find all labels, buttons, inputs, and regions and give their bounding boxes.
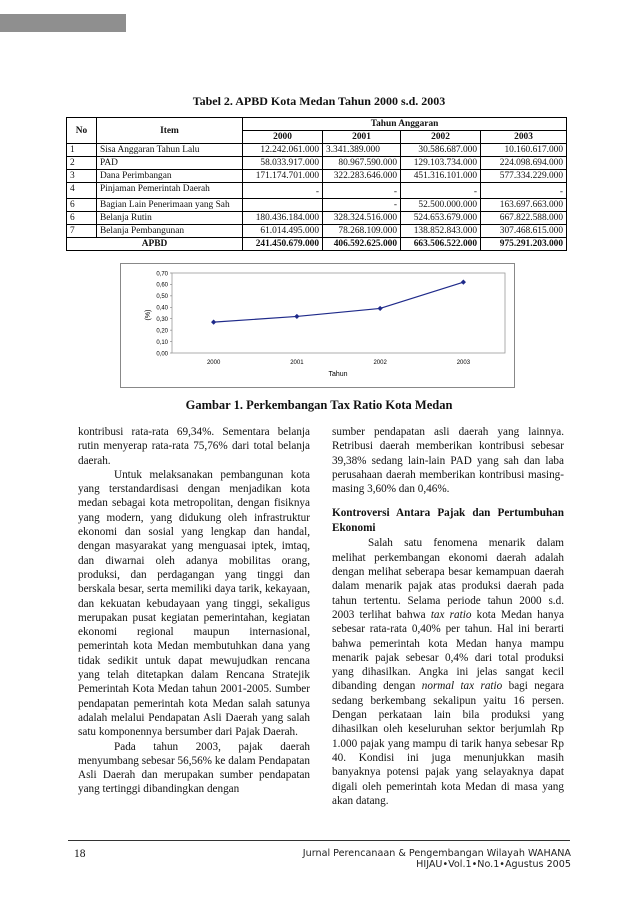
cell-no: 2 bbox=[67, 157, 97, 170]
paragraph: Pada tahun 2003, pajak daerah menyumbang sebesar 56,56% ke dalam Pendapatan Asli Daerah dan merupakan sumber pendapatan yang tertinggi dibandingkan dengan bbox=[78, 740, 310, 796]
table-row bbox=[67, 144, 567, 157]
x-tick-label: 2002 bbox=[373, 360, 387, 366]
cell-value: 3.341.389.000 bbox=[323, 144, 401, 157]
table-row bbox=[67, 225, 567, 238]
cell-no: 6 bbox=[67, 199, 97, 212]
cell-value: - bbox=[481, 183, 567, 199]
italic-term: normal bbox=[421, 680, 455, 693]
cell-no: 6 bbox=[67, 212, 97, 225]
header-item: Item bbox=[97, 118, 243, 144]
paragraph bbox=[332, 536, 564, 808]
y-tick-label: 0,70 bbox=[156, 271, 168, 278]
cell-value: 52.500.000.000 bbox=[401, 199, 481, 212]
cell-value: 30.586.687.000 bbox=[401, 144, 481, 157]
cell-value: 78.268.109.000 bbox=[323, 225, 401, 238]
cell-value: 667.822.588.000 bbox=[481, 212, 567, 225]
table-title: Tabel 2. APBD Kota Medan Tahun 2000 s.d. 2003 bbox=[192, 94, 446, 108]
total-value: 241.450.679.000 bbox=[243, 238, 323, 251]
cell-value: 328.324.516.000 bbox=[323, 212, 401, 225]
cell-value: 180.436.184.000 bbox=[243, 212, 323, 225]
y-axis-label: (%) bbox=[145, 309, 152, 321]
y-tick-label: 0,10 bbox=[156, 339, 168, 346]
total-value: 406.592.625.000 bbox=[323, 238, 401, 251]
cell-value: 171.174.701.000 bbox=[243, 170, 323, 183]
journal-footer: Jurnal Perencanaan & Pengembangan Wilayah WAHANA HIJAU•Vol.1•No.1•Agustus 2005 bbox=[302, 848, 571, 870]
cell-value: - bbox=[243, 183, 323, 199]
y-tick-label: 0,20 bbox=[156, 328, 168, 335]
cell-value: - bbox=[323, 199, 401, 212]
cell-value: 577.334.229.000 bbox=[481, 170, 567, 183]
table-row bbox=[67, 157, 567, 170]
header-no: No bbox=[67, 118, 97, 144]
table-total-row bbox=[67, 238, 567, 251]
cell-value: 12.242.061.000 bbox=[243, 144, 323, 157]
chart-frame bbox=[121, 264, 515, 388]
table-row bbox=[67, 199, 567, 212]
cell-value: 58.033.917.000 bbox=[243, 157, 323, 170]
cell-item: Dana Perimbangan bbox=[97, 170, 243, 183]
total-label: APBD bbox=[67, 238, 243, 251]
cell-no: 7 bbox=[67, 225, 97, 238]
cell-value: 307.468.615.000 bbox=[481, 225, 567, 238]
paragraph-text: bagi negara sedang berkembang sekalipun yaitu 16 persen. Dengan perkataan lain bila produksi yang dihasilkan oleh keseluruhan sektor berjumlah Rp 1.000 pajak yang mampu di tarik hanya sebesar Rp 40. Kondisi ini juga menunjukkan masih banyaknya potensi pajak yang selayaknya dapat digali oleh pemerintah kota Medan di masa yang akan datang. bbox=[332, 680, 565, 807]
total-value: 663.506.522.000 bbox=[401, 238, 481, 251]
header-year: 2000 bbox=[243, 131, 323, 144]
cell-item: PAD bbox=[97, 157, 243, 170]
cell-value: 129.103.734.000 bbox=[401, 157, 481, 170]
cell-item: Sisa Anggaran Tahun Lalu bbox=[97, 144, 243, 157]
cell-value bbox=[243, 199, 323, 212]
y-tick-label: 0,40 bbox=[156, 305, 168, 312]
cell-value: 322.283.646.000 bbox=[323, 170, 401, 183]
header-year: 2003 bbox=[481, 131, 567, 144]
table-row bbox=[67, 170, 567, 183]
cell-item: Pinjaman Pemerintah Daerah bbox=[97, 183, 243, 199]
paragraph-text: Salah satu fenomena menarik dalam melihat perkembangan ekonomi daerah adalah dengan melihat seberapa besar kemampuan daerah dalam menarik pajak atas produksi daerah pada tahun tertentu. Selama periode tahun 2000 s.d. 2003 terlihat bahwa bbox=[332, 537, 564, 621]
cell-value: 524.653.679.000 bbox=[401, 212, 481, 225]
y-tick-label: 0,00 bbox=[156, 351, 168, 358]
y-tick-label: 0,50 bbox=[156, 294, 168, 301]
table-row bbox=[67, 212, 567, 225]
header-tahun-anggaran: Tahun Anggaran bbox=[243, 118, 567, 131]
cell-value: 451.316.101.000 bbox=[401, 170, 481, 183]
cell-value: 80.967.590.000 bbox=[323, 157, 401, 170]
x-tick-label: 2001 bbox=[290, 360, 304, 366]
x-tick-label: 2000 bbox=[206, 360, 221, 366]
cell-item: Belanja Rutin bbox=[97, 212, 243, 225]
paragraph: Untuk melaksanakan pembangunan kota yang terstandardisasi dengan menjadikan kota medan sebagai kota metropolitan, dengan fisiknya yang modern, yang didukung oleh infrastruktur ekonomi dan sosial yang lengkap dan handal, dengan masyarakat yang menguasai iptek, imtaq, dan diwarnai oleh adanya mobilitas orang, produksi, dan perdagangan yang tinggi dan berskala besar, serta memiliki daya tarik, kekayaan, dan kekuatan kebudayaan yang tinggi, sekaligus merupakan pusat kegiatan pemerintahan, kegiatan ekonomi regional maupun internasional, pemerintah kota Medan membutuhkan dana yang tidak sedikit untuk dapat mewujudkan rencana yang telah ditetapkan dalam Rencana Stratejik Pemerintah Kota Medan tahun 2001-2005. Sumber pendapatan pemerintah kota Medan salah satunya adalah melalui Pendapatan Asli Daerah yang salah satu komponennya bersumber dari Pajak Daerah. bbox=[78, 468, 310, 739]
paragraph: sumber pendapatan asli daerah yang lainnya. Retribusi daerah memberikan kontribusi sebesar 39,38% sedang lain-lain PAD yang sah dan laba perusahaan daerah memberikan kontribusi masing-masing 3,60% dan 0,46%. bbox=[332, 426, 564, 496]
section-heading: Kontroversi Antara Pajak dan Pertumbuhan Ekonomi bbox=[332, 507, 564, 535]
cell-value: 61.014.495.000 bbox=[243, 225, 323, 238]
cell-value: - bbox=[401, 183, 481, 199]
x-tick-label: 2003 bbox=[456, 360, 471, 366]
corner-decoration bbox=[0, 14, 126, 32]
y-tick-label: 0,60 bbox=[156, 282, 168, 289]
cell-value: - bbox=[323, 183, 401, 199]
left-column bbox=[78, 425, 310, 797]
apbd-table bbox=[66, 117, 567, 251]
right-column bbox=[332, 425, 564, 808]
header-year: 2002 bbox=[401, 131, 481, 144]
cell-no: 1 bbox=[67, 144, 97, 157]
total-value: 975.291.203.000 bbox=[481, 238, 567, 251]
cell-value: 10.160.617.000 bbox=[481, 144, 567, 157]
tax-ratio-chart bbox=[120, 263, 515, 388]
table-row bbox=[67, 183, 567, 199]
footer-divider bbox=[68, 840, 570, 841]
cell-item: Bagian Lain Penerimaan yang Sah bbox=[97, 199, 243, 212]
page-number: 18 bbox=[74, 848, 86, 860]
header-year: 2001 bbox=[323, 131, 401, 144]
x-axis-label: Tahun bbox=[328, 371, 348, 378]
cell-no: 4 bbox=[67, 183, 97, 199]
figure-caption: Gambar 1. Perkembangan Tax Ratio Kota Medan bbox=[185, 398, 453, 412]
cell-value: 163.697.663.000 bbox=[481, 199, 567, 212]
cell-item: Belanja Pembangunan bbox=[97, 225, 243, 238]
cell-no: 3 bbox=[67, 170, 97, 183]
cell-value: 224.098.694.000 bbox=[481, 157, 567, 170]
italic-term: tax ratio bbox=[460, 680, 503, 693]
italic-term: tax ratio bbox=[430, 608, 472, 621]
paragraph-text: kota Medan hanya sebesar rata-rata 0,40% per tahun. Hal ini berarti bahwa pemerintah kota Medan hanya mampu menarik pajak sebesar 0,4% dari total produksi yang dihasilkan. Angka ini jelas sangat kecil dibanding dengan bbox=[332, 608, 565, 693]
cell-value: 138.852.843.000 bbox=[401, 225, 481, 238]
paragraph: kontribusi rata-rata 69,34%. Sementara belanja rutin menyerap rata-rata 75,76% dari total belanja daerah. bbox=[78, 426, 310, 467]
y-tick-label: 0,30 bbox=[156, 317, 168, 324]
